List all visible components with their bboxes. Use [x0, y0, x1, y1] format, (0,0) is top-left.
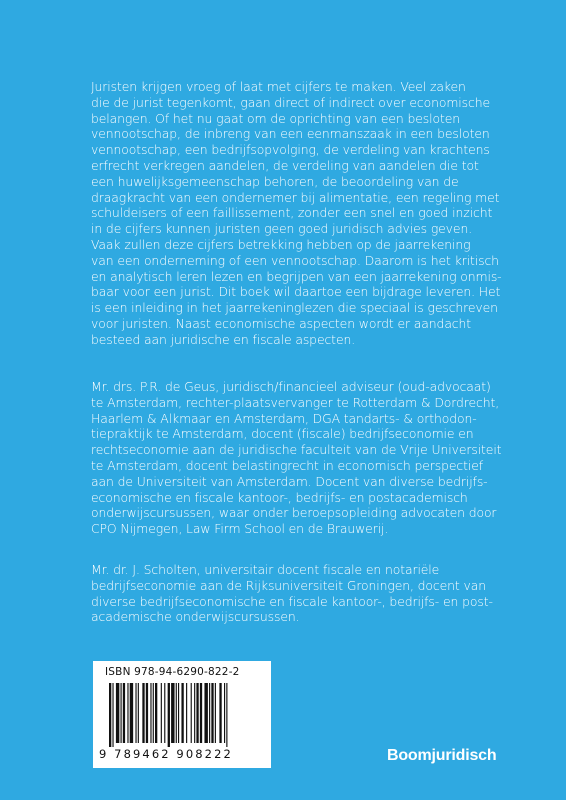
- barcode-bar: [219, 683, 221, 743]
- author-bio-line: academische onderwijscursussen.: [91, 609, 300, 625]
- barcode-bar: [171, 683, 174, 743]
- barcode-icon: [99, 683, 265, 747]
- isbn-label: ISBN 978-94-6290-822-2: [105, 666, 240, 678]
- publisher-logo: Boomjuridisch: [387, 747, 497, 764]
- description-line: en analytisch leren lezen en begrijpen van een jaarrekening onmis-: [91, 268, 502, 284]
- barcode-bar: [204, 683, 207, 743]
- description-line: baar voor een jurist. Dit boek wil daartoe een bijdrage leveren. Het: [91, 284, 501, 300]
- author-bio-line: CPO Nijmegen, Law Firm School en de Brauwerij.: [91, 521, 389, 537]
- barcode-bar: [191, 683, 192, 743]
- barcode-bar: [211, 683, 213, 743]
- barcode-bar: [226, 683, 227, 747]
- author-bio-line: rechtseconomie aan de juridische faculteit van de Vrije Universiteit: [91, 442, 502, 458]
- barcode-digits: 9 789462 908222: [99, 747, 233, 761]
- description-line: is een inleiding in het jaarrekeninglezen die speciaal is geschreven: [91, 300, 498, 316]
- barcode-bar: [168, 683, 170, 747]
- barcode-bar: [127, 683, 128, 743]
- barcode-bar: [178, 683, 179, 743]
- description-line: draagkracht van een ondernemer bij alimentatie, een regeling met: [91, 189, 500, 205]
- description-line: schuldeisers of een faillissement, zonder een snel en goed inzicht: [91, 205, 493, 221]
- description-line: een huwelijksgemeenschap behoren, de beoordeling van de: [91, 173, 459, 189]
- barcode-bar: [130, 683, 133, 743]
- description-line: die de jurist tegenkomt, gaan direct of indirect over economische: [91, 94, 490, 110]
- barcode-bar: [123, 683, 125, 743]
- barcode-bar: [135, 683, 136, 743]
- barcode-bar: [138, 683, 139, 743]
- book-description: [91, 79, 511, 348]
- barcode-bar: [153, 683, 154, 743]
- author-bio-line: onderwijscursussen, waar onder beroepsopleiding advocaten door: [91, 505, 497, 521]
- barcode-bar: [215, 683, 216, 743]
- barcode-bar: [112, 683, 113, 747]
- description-line: erfrecht verkregen aandelen, de verdeling van aandelen die tot: [91, 157, 479, 173]
- barcode-bar: [116, 683, 119, 743]
- barcode-bar: [186, 683, 187, 743]
- barcode-bar: [161, 683, 162, 743]
- author-bio-scholten: [91, 562, 511, 625]
- author-bio-de-geus: [91, 379, 511, 537]
- author-bio-line: economische en fiscale kantoor-, bedrijfs- en postacademisch: [91, 489, 468, 505]
- barcode-bar: [164, 683, 165, 743]
- barcode-bar: [142, 683, 144, 743]
- barcode-bar: [150, 683, 151, 743]
- barcode-bar: [194, 683, 195, 743]
- author-bio-line: tiepraktijk te Amsterdam, docent (fiscale) bedrijfseconomie en: [91, 426, 474, 442]
- author-bio-line: te Amsterdam, rechter-plaatsvervanger te Rotterdam & Dordrecht,: [91, 394, 500, 410]
- author-bio-line: Mr. dr. J. Scholten, universitair docent fiscale en notariële: [91, 562, 440, 577]
- barcode-bar: [176, 683, 177, 743]
- isbn-barcode-box: [93, 661, 271, 768]
- barcode-bar: [196, 683, 198, 743]
- author-bio-line: diverse bedrijfseconomische en fiscale kantoor-, bedrijfs- en post-: [91, 593, 493, 609]
- description-line: vennootschap, een bedrijfsopvolging, de verdeling van krachtens: [91, 142, 490, 158]
- description-line: van een onderneming of een vennootschap. Daarom is het kritisch: [91, 252, 499, 268]
- author-bio-line: Mr. drs. P.R. de Geus, juridisch/financieel adviseur (oud-advocaat): [91, 379, 491, 394]
- description-line: in de cijfers kunnen juristen geen goed juridisch advies geven.: [91, 221, 473, 237]
- description-line: vennootschap, de inbreng van een eenmanszaak in een besloten: [91, 126, 490, 142]
- barcode-bar: [121, 683, 122, 743]
- barcode-bar: [224, 683, 225, 743]
- description-line: Juristen krijgen vroeg of laat met cijfers te maken. Veel zaken: [91, 79, 466, 94]
- author-bio-line: Haarlem & Alkmaar en Amsterdam, DGA tandarts- & orthodon-: [91, 410, 477, 426]
- author-bio-line: bedrijfseconomie aan de Rijksuniversiteit Groningen, docent van: [91, 577, 486, 593]
- description-line: besteed aan juridische en fiscale aspecten.: [91, 331, 356, 347]
- barcode-bar: [146, 683, 148, 743]
- description-line: belangen. Of het nu gaat om de oprichting van een besloten: [91, 110, 461, 126]
- barcode-bar: [155, 683, 157, 743]
- description-line: voor juristen. Naast economische aspecten wordt er aandacht: [91, 315, 472, 331]
- author-bio-line: aan de Universiteit van Amsterdam. Docent van diverse bedrijfs-: [91, 473, 488, 489]
- author-bio-line: te Amsterdam, docent belastingrecht in economisch perspectief: [91, 457, 483, 473]
- barcode-bar: [109, 683, 111, 747]
- barcode-bar: [181, 683, 183, 743]
- barcode-bar: [209, 683, 210, 743]
- description-line: Vaak zullen deze cijfers betrekking hebben op de jaarrekening: [91, 236, 471, 252]
- barcode-bar: [200, 683, 202, 743]
